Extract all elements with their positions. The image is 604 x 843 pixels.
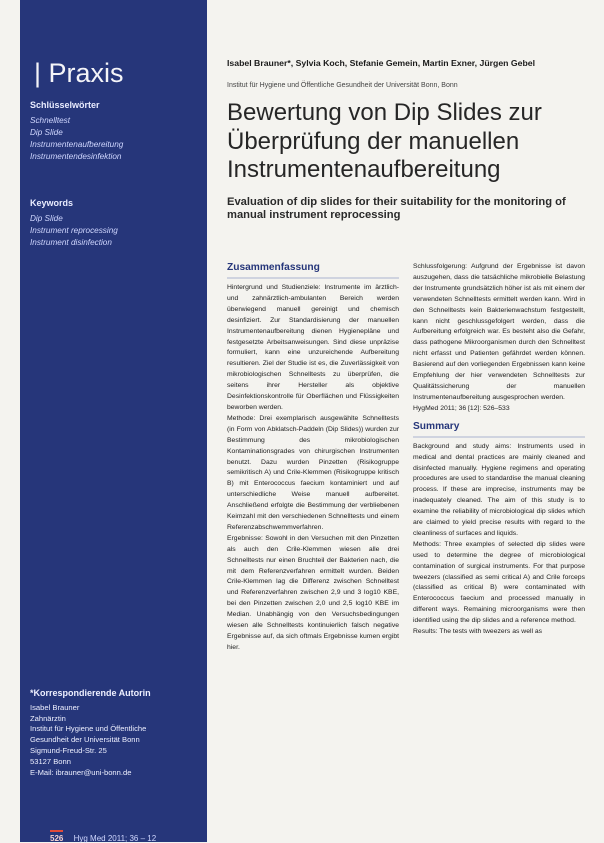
column-left <box>227 262 399 654</box>
sidebar <box>20 0 207 842</box>
summary-paragraph: Background and study aims: Instruments used in medical and dental practices are mainly cleaned and disinfected manually. Hygiene regimens and operating procedures are used to standardise the manual cleaning process. If these are imprecise, instruments may be inadequately cleaned. The aim of this study is to examine the reliability of microbiological dip slides which are claimed to yield precise results with regard to the cleanliness of surfaces and liquids. <box>413 442 585 537</box>
contact-block <box>30 688 151 778</box>
zusammenfassung-paragraph: Schlussfolgerung: Aufgrund der Ergebnisse ist davon auszugehen, dass die tatsächliche mikrobielle Belastung der Instrumente grundsätzlich höher ist als mit einem der verwendeten Schnelltests ermittelt werden kann. Wird in den Schnelltests kein Bakterienwachstum festgestellt, kann nicht geschlussgefolgert werden, dass die Aufbereitung erfolgreich war. Es besteht also die Gefahr, dass pathogene Mikroorganismen durch den Schnelltest nicht erfasst und Patienten gefährdet werden können. Basierend auf den vorliegenden Ergebnissen kann keine Empfehlung der hier verwendeten Schnelltests zur Qualitätssicherung der manuellen Instrumentenaufbereitung ausgesprochen werden. <box>413 263 585 401</box>
contact-line: 53127 Bonn <box>30 756 71 766</box>
article-title: Bewertung von Dip Slides zur Überprüfung der manuellen Instrumentenaufbereitung <box>227 99 542 183</box>
keyword-item: Dip Slide <box>30 214 63 223</box>
zusammenfassung-body-continued <box>413 262 585 415</box>
schlagwort-item: Dip Slide <box>30 128 63 137</box>
keyword-item: Instrument disinfection <box>30 238 112 247</box>
keyword-item: Instrument reprocessing <box>30 226 118 235</box>
zusammenfassung-body <box>227 283 399 654</box>
zusammenfassung-heading: Zusammenfassung <box>227 262 399 279</box>
section-title: | Praxis <box>34 58 124 88</box>
summary-heading: Summary <box>413 421 585 438</box>
zusammenfassung-paragraph: Ergebnisse: Sowohl in den Versuchen mit den Pinzetten als auch den Crile-Klemmen wiesen alle drei Schnelltests nur einen Bruchteil der Bakterien nach, die mit dem Referenzverfahren ermittelt wurden. Beiden Crile-Klemmen lag die Differenz zwischen Schnelltest und Referenzverfahren zwischen 2,9 und 3 log10 KBE, bei den Pinzetten zwischen 2,0 und 2,5 log10 KBE im Median. Unabhängig von den Versuchsbedingungen wiesen alle Schnelltests kontinuierlich falsch negative Ergebnisse auf, da sich oftmals Ergebnisse kumen ergibt hier. <box>227 534 399 651</box>
contact-line: Institut für Hygiene und Öffentliche <box>30 724 147 734</box>
summary-paragraph: Methods: Three examples of selected dip slides were used to determine the degree of microbiological contamination of surgical instruments. For that purpose tweezers (classified as semi critical A) and Crile forceps (classified as critical B) were contaminated with Enterococcus faecium and processed manually in different ways. Remaining microorganisms were then identified using the dip slides and a reference method. <box>413 540 585 625</box>
zusammenfassung-paragraph: Methode: Drei exemplarisch ausgewählte Schnelltests (in Form von Abklatsch-Paddeln (Dip Slides)) wurden zur Bestimmung des mikrobiologischen Kontaminationsgrades von chirurgischen Instrumenten benutzt. Dazu wurden Pinzetten (Risikogruppe semikritisch A) und Crile-Klemmen (Risikogruppe kritisch B) mit Enterococcus faecium kontaminiert und auf unterschiedliche Weise manuell aufbereitet. Anschließend erfolgte die Bestimmung der verbliebenen Keimzahl mit den verschiedenen Schnelltests und einem Referenzabschwemmverfahren. <box>227 414 399 531</box>
citation: HygMed 2011; 36 [12]: 526–533 <box>413 404 510 412</box>
page-number: 526 <box>50 830 63 843</box>
article-subtitle: Evaluation of dip slides for their suitability for the monitoring of manual instrument reprocessing <box>227 196 566 221</box>
contact-line: Sigmund-Freud-Str. 25 <box>30 745 107 755</box>
journal-reference: Hyg Med 2011; 36 – 12 <box>73 834 157 843</box>
keywords-label: Keywords <box>30 198 74 208</box>
keywords-section <box>30 198 118 249</box>
schlagwoerter-label: Schlüsselwörter <box>30 100 100 110</box>
schlagwoerter-section <box>30 100 123 163</box>
summary-paragraph: Results: The tests with tweezers as well as <box>413 628 543 636</box>
authors: Isabel Brauner*, Sylvia Koch, Stefanie Gemein, Martin Exner, Jürgen Gebel <box>227 58 536 68</box>
contact-header: *Korrespondierende Autorin <box>30 688 151 698</box>
contact-line: Gesundheit der Universität Bonn <box>30 735 140 745</box>
contact-email: E-Mail: ibrauner@uni-bonn.de <box>30 767 132 777</box>
contact-line: Zahnärztin <box>30 713 66 723</box>
page-footer <box>50 830 200 843</box>
schlagwort-item: Schnelltest <box>30 116 71 125</box>
schlagwort-item: Instrumentendesinfektion <box>30 152 122 161</box>
contact-line: Isabel Brauner <box>30 702 80 712</box>
column-right <box>413 262 585 638</box>
zusammenfassung-paragraph: Hintergrund und Studienziele: Instrumente im ärztlich- und zahnärztlich-ambulanten Bereich werden überwiegend manuell gereinigt und chemisch desinfiziert. Zur Standardisierung der manuellen Instrumentenaufbereitung dienen Hygienepläne und festgesetzte Arbeitsanweisungen. Sind diese unpräzise formuliert, kann eine unzureichende Aufbereitung resultieren. Ziel der Studie ist es, die Zuverlässigkeit von mikrobiologischen Schnelltests zu überprüfen, die seitens ihrer Hersteller als objektive Desinfektionskontrolle für Oberflächen und Flüssigkeiten beworben werden. <box>227 284 399 411</box>
schlagwort-item: Instrumentenaufbereitung <box>30 140 124 149</box>
summary-body <box>413 442 585 638</box>
affiliation: Institut für Hygiene und Öffentliche Gesundheit der Universität Bonn, Bonn <box>227 82 458 89</box>
